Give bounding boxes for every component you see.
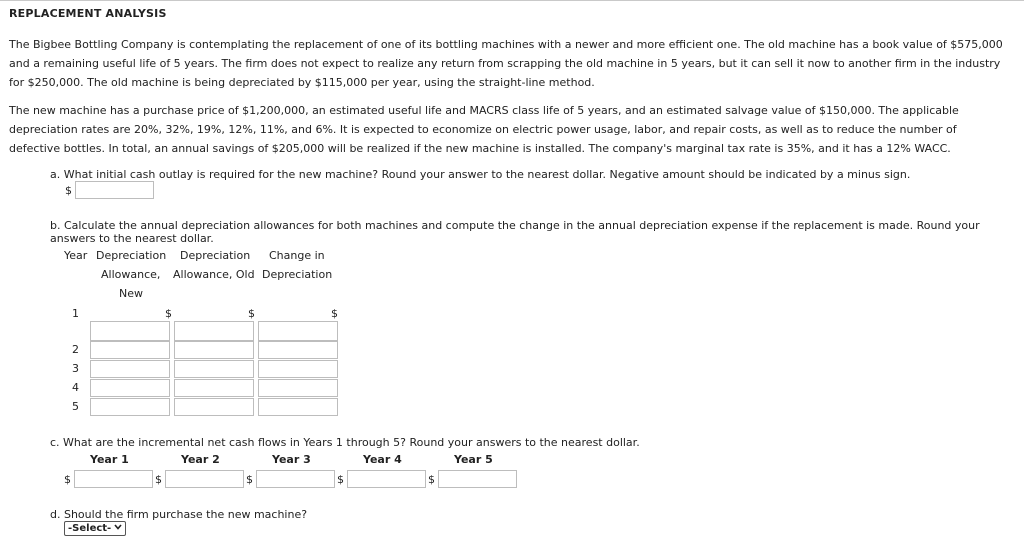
depreciation-change-input[interactable] [258,360,338,378]
depreciation-new-input[interactable] [90,398,170,416]
header-old-line1: Depreciation [180,249,251,262]
currency-sign: $ [331,307,338,320]
question-c-text: c. What are the incremental net cash flows in Years 1 through 5? Round your answers to the nearest dollar. [50,436,640,449]
page-title: REPLACEMENT ANALYSIS [9,7,167,20]
depreciation-change-input[interactable] [258,341,338,359]
header-change-line1: Change in [269,249,325,262]
top-divider [0,0,1024,1]
cash-flow-year-header: Year 2 [181,453,220,466]
header-year: Year [64,249,88,262]
cash-flow-year-header: Year 1 [90,453,129,466]
cash-flow-year-header: Year 4 [363,453,402,466]
year-label: 2 [72,343,79,356]
depreciation-new-input[interactable] [90,321,170,341]
depreciation-change-input[interactable] [258,379,338,397]
question-a-text: a. What initial cash outlay is required for the new machine? Round your answer to the nearest dollar. Negative amount should be indicated by a minus sign. [50,168,911,181]
depreciation-change-input[interactable] [258,398,338,416]
year-label: 1 [72,307,79,320]
currency-sign: $ [246,473,253,486]
purchase-decision-select[interactable] [64,521,126,536]
depreciation-old-input[interactable] [174,360,254,378]
currency-sign: $ [155,473,162,486]
cash-flow-year-2-input[interactable] [165,470,244,488]
year-label: 4 [72,381,79,394]
intro-paragraph-2: The new machine has a purchase price of $1,200,000, an estimated useful life and MACRS class life of 5 years, and an estimated salvage value of $150,000. The applicable depreciation rates are 20%, 32%, 19%, 12%, 11%, and 6%. It is expected to economize on electric power usage, labor, and repair costs, as well as to reduce the number of defective bottles. In total, an annual savings of $205,000 will be realized if the new machine is installed. The company's marginal tax rate is 35%, and it has a 12% WACC. [9,104,959,155]
question-b-text: b. Calculate the annual depreciation allowances for both machines and compute the change in the annual depreciation expense if the replacement is made. Round your answers to the nearest dollar. [50,219,980,245]
cash-flow-year-4-input[interactable] [347,470,426,488]
cash-flow-year-header: Year 5 [454,453,493,466]
currency-sign: $ [64,473,71,486]
select-value: -Select- [68,523,112,534]
currency-sign: $ [65,184,72,197]
initial-outlay-input[interactable] [75,181,154,199]
cash-flow-year-header: Year 3 [272,453,311,466]
header-new-line2: Allowance, [101,268,161,281]
depreciation-new-input[interactable] [90,360,170,378]
depreciation-new-input[interactable] [90,341,170,359]
header-old-line2: Allowance, Old [173,268,255,281]
year-label: 5 [72,400,79,413]
depreciation-old-input[interactable] [174,341,254,359]
depreciation-old-input[interactable] [174,321,254,341]
header-change-line2: Depreciation [262,268,333,281]
currency-sign: $ [165,307,172,320]
depreciation-old-input[interactable] [174,398,254,416]
currency-sign: $ [337,473,344,486]
depreciation-change-input[interactable] [258,321,338,341]
header-new-line3: New [119,287,143,300]
intro-paragraph-1: The Bigbee Bottling Company is contemplating the replacement of one of its bottling machines with a newer and more efficient one. The old machine has a book value of $575,000 and a remaining useful life of 5 years. The firm does not expect to realize any return from scrapping the old machine in 5 years, but it can sell it now to another firm in the industry for $250,000. The old machine is being depreciated by $115,000 per year, using the straight-line method. [9,38,1003,89]
year-label: 3 [72,362,79,375]
cash-flow-year-1-input[interactable] [74,470,153,488]
depreciation-old-input[interactable] [174,379,254,397]
currency-sign: $ [428,473,435,486]
header-new-line1: Depreciation [96,249,167,262]
chevron-down-icon [114,524,122,533]
cash-flow-year-5-input[interactable] [438,470,517,488]
cash-flow-year-3-input[interactable] [256,470,335,488]
currency-sign: $ [248,307,255,320]
depreciation-new-input[interactable] [90,379,170,397]
question-d-text: d. Should the firm purchase the new machine? [50,508,308,521]
